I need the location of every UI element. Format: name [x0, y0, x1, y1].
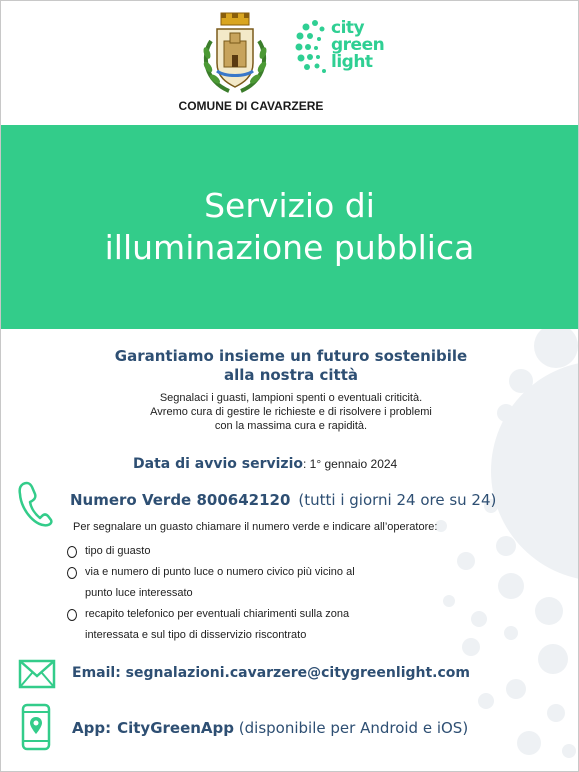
list-item — [65, 541, 465, 562]
list-item — [65, 562, 465, 604]
brand-word-city: city — [331, 18, 365, 38]
app-info[interactable] — [72, 719, 468, 737]
list-item-line1: recapito telefonico per eventuali chiarimenti sulla zona — [85, 608, 350, 620]
intro-text — [61, 391, 521, 433]
phone-icon — [17, 481, 53, 527]
coat-of-arms-icon — [199, 11, 271, 97]
hero-banner — [1, 125, 578, 329]
report-instructions: Per segnalare un guasto chiamare il numero verde e indicare all’operatore: — [73, 521, 438, 533]
app-label: App: — [72, 719, 112, 737]
app-name[interactable]: CityGreenApp — [117, 719, 235, 737]
brand-dots-icon — [295, 19, 331, 75]
list-item-line1: tipo di guasto — [85, 545, 151, 557]
app-availability: (disponibile per Android e iOS) — [238, 719, 469, 737]
list-item-line2: interessata e sul tipo di disservizio riscontrato — [85, 629, 307, 641]
header — [1, 1, 578, 125]
start-date-label: Data di avvio servizio — [133, 456, 303, 472]
circle-bullet-icon — [67, 567, 77, 579]
hero-title-line2: illuminazione pubblica — [104, 228, 475, 267]
brand-word-light: light — [331, 52, 373, 72]
tagline-line2: alla nostra città — [223, 366, 359, 384]
toll-free-hours: (tutti i giorni 24 ore su 24) — [298, 491, 497, 509]
mail-icon — [18, 659, 56, 689]
intro-line1: Segnalaci i guasti, lampioni spenti o eventuali criticità. — [159, 392, 423, 404]
hero-title — [1, 185, 578, 269]
smartphone-location-icon — [21, 703, 51, 751]
list-item-line1: via e numero di punto luce o numero civico più vicino al — [85, 566, 355, 578]
brand-word-green: green — [331, 35, 385, 55]
intro-line2: Avremo cura di gestire le richieste e di risolvere i problemi — [150, 406, 432, 418]
circle-bullet-icon — [67, 546, 77, 558]
intro-line3: con la massima cura e rapidità. — [214, 420, 368, 432]
circle-bullet-icon — [67, 609, 77, 621]
start-date — [133, 456, 397, 472]
brand-wordmark — [331, 20, 384, 71]
municipality-name: COMUNE DI CAVARZERE — [178, 99, 324, 113]
start-date-value: : 1° gennaio 2024 — [303, 457, 398, 471]
list-item — [65, 604, 465, 646]
tagline — [81, 347, 501, 385]
hero-title-line1: Servizio di — [204, 186, 375, 225]
email-contact[interactable]: Email: segnalazioni.cavarzere@citygreenlight.com — [72, 665, 470, 681]
report-items-list — [65, 541, 465, 646]
city-green-light-logo — [295, 19, 385, 75]
tagline-line1: Garantiamo insieme un futuro sostenibile — [114, 347, 468, 365]
list-item-line2: punto luce interessato — [85, 587, 193, 599]
toll-free-number[interactable] — [70, 491, 496, 509]
toll-free-label[interactable]: Numero Verde 800642120 — [70, 491, 291, 509]
